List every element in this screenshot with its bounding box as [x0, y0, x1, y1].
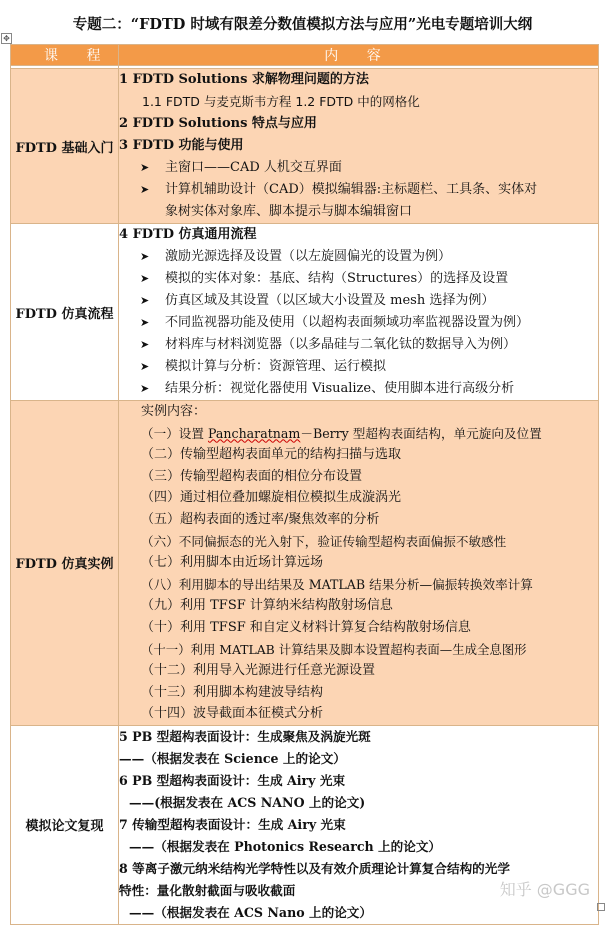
bullet-item: ➤ 结果分析：视觉化器使用 Visualize、使用脚本进行高级分析 [119, 378, 598, 400]
example-item: （九）利用 TFSF 计算纳米结构散射场信息 [141, 598, 393, 614]
bullet-item: ➤ 主窗口——CAD 人机交互界面 [119, 157, 598, 179]
example-item: （六）不同偏振态的光入射下，验证传输型超构表面偏振不敏感性 [141, 533, 507, 549]
course-cell [11, 725, 119, 924]
example-item: （十四）波导截面本征模式分析 [141, 706, 324, 722]
bullet-item: ➤ 计算机辅助设计（CAD）模拟编辑器:主标题栏、工具条、实体对 [119, 179, 598, 201]
table-header-row [11, 45, 599, 66]
spellcheck-word: Pancharatnam [207, 425, 301, 441]
example-item: （四）通过相位叠加螺旋相位模拟生成漩涡光 [141, 490, 402, 506]
arrowhead-bullet-icon: ➤ [140, 161, 150, 174]
section-heading: 4 FDTD 仿真通用流程 [119, 227, 257, 242]
example-item: （三）传输型超构表面的相位分布设置 [141, 468, 363, 484]
arrowhead-bullet-icon: ➤ [140, 272, 150, 285]
bullet-item: ➤ 材料库与材料浏览器（以多晶硅与二氧化钛的数据导入为例） [119, 334, 598, 356]
paper-heading: 6 PB 型超构表面设计：生成 Airy 光束 [119, 772, 346, 788]
bullet-item-continuation: 象树实体对象库、脚本提示与脚本编辑窗口 [165, 204, 413, 219]
arrowhead-bullet-icon: ➤ [140, 294, 150, 307]
example-item: （五）超构表面的透过率/聚焦效率的分析 [141, 511, 380, 527]
paper-heading: 5 PB 型超构表面设计：生成聚焦及涡旋光斑 [119, 728, 371, 744]
paper-source: ——（根据发表在 ACS Nano 上的论文） [129, 904, 372, 920]
paper-source: ——（根据发表在 Photonics Research 上的论文） [129, 838, 442, 854]
example-item: （七）利用脚本由近场计算远场 [141, 555, 324, 571]
arrowhead-bullet-icon: ➤ [140, 183, 150, 196]
paper-source: ——(根据发表在 ACS NANO 上的论文) [129, 794, 366, 810]
course-label: FDTD 仿真实例 [15, 557, 114, 573]
bullet-item: ➤ 不同监视器功能及使用（以超构表面频域功率监视器设置为例） [119, 312, 598, 334]
course-cell [11, 224, 119, 401]
table-row [11, 69, 599, 224]
example-item: （十一）利用 MATLAB 计算结果及脚本设置超构表面—生成全息图形 [141, 641, 527, 657]
subsection-line: 1.1 FDTD 与麦克斯韦方程 1.2 FDTD 中的网格化 [142, 94, 420, 109]
example-item: （十三）利用脚本构建波导结构 [141, 684, 324, 700]
bullet-item: ➤ 激励光源选择及设置（以左旋圆偏光的设置为例） [119, 246, 598, 268]
example-item: （一）设置 Pancharatnam－Berry 型超构表面结构，单元旋向及位置 [141, 425, 542, 441]
section-heading: 1 FDTD Solutions 求解物理问题的方法 [119, 72, 369, 87]
example-item: （二）传输型超构表面单元的结构扫描与选取 [141, 447, 402, 463]
paper-heading: 7 传输型超构表面设计：生成 Airy 光束 [119, 816, 346, 832]
course-label: FDTD 基础入门 [15, 140, 114, 156]
course-cell [11, 69, 119, 224]
arrowhead-bullet-icon: ➤ [140, 316, 150, 329]
example-item: （八）利用脚本的导出结果及 MATLAB 结果分析—偏振转换效率计算 [141, 576, 533, 592]
arrowhead-bullet-icon: ➤ [140, 338, 150, 351]
header-content: 内 容 [119, 45, 599, 66]
arrowhead-bullet-icon: ➤ [140, 250, 150, 263]
table-resize-handle-icon[interactable] [597, 903, 605, 911]
document-title: 专题二：“FDTD 时域有限差分数值模拟方法与应用”光电专题培训大纲 [72, 16, 533, 33]
table-move-handle-icon[interactable]: ✥ [1, 33, 12, 44]
content-cell [119, 401, 599, 726]
paper-heading-continuation: 特性：量化散射截面与吸收截面 [119, 882, 296, 898]
paper-heading: 8 等离子激元纳米结构光学特性以及有效介质理论计算复合结构的光学 [119, 860, 510, 876]
content-cell [119, 224, 599, 401]
watermark: 知乎 @GGG [499, 880, 590, 899]
bullet-item: ➤ 模拟计算与分析：资源管理、运行模拟 [119, 356, 598, 378]
paper-source: ——（根据发表在 Science 上的论文） [119, 750, 346, 766]
arrowhead-bullet-icon: ➤ [140, 382, 150, 395]
table-row [11, 401, 599, 726]
examples-intro: 实例内容： [141, 404, 207, 419]
section-heading: 3 FDTD 功能与使用 [119, 138, 244, 153]
bullet-item: ➤ 仿真区域及其设置（以区域大小设置及 mesh 选择为例） [119, 290, 598, 312]
content-cell [119, 69, 599, 224]
course-cell [11, 401, 119, 726]
example-item: （十二）利用导入光源进行任意光源设置 [141, 663, 376, 679]
example-item: （十）利用 TFSF 和自定义材料计算复合结构散射场信息 [141, 619, 471, 635]
arrowhead-bullet-icon: ➤ [140, 360, 150, 373]
outline-table [10, 44, 599, 925]
course-label: FDTD 仿真流程 [15, 306, 114, 322]
section-heading: 2 FDTD Solutions 特点与应用 [119, 116, 317, 131]
table-row [11, 224, 599, 401]
course-label: 模拟论文复现 [25, 819, 104, 835]
header-course: 课 程 [11, 45, 119, 66]
bullet-item: ➤ 模拟的实体对象：基底、结构（Structures）的选择及设置 [119, 268, 598, 290]
